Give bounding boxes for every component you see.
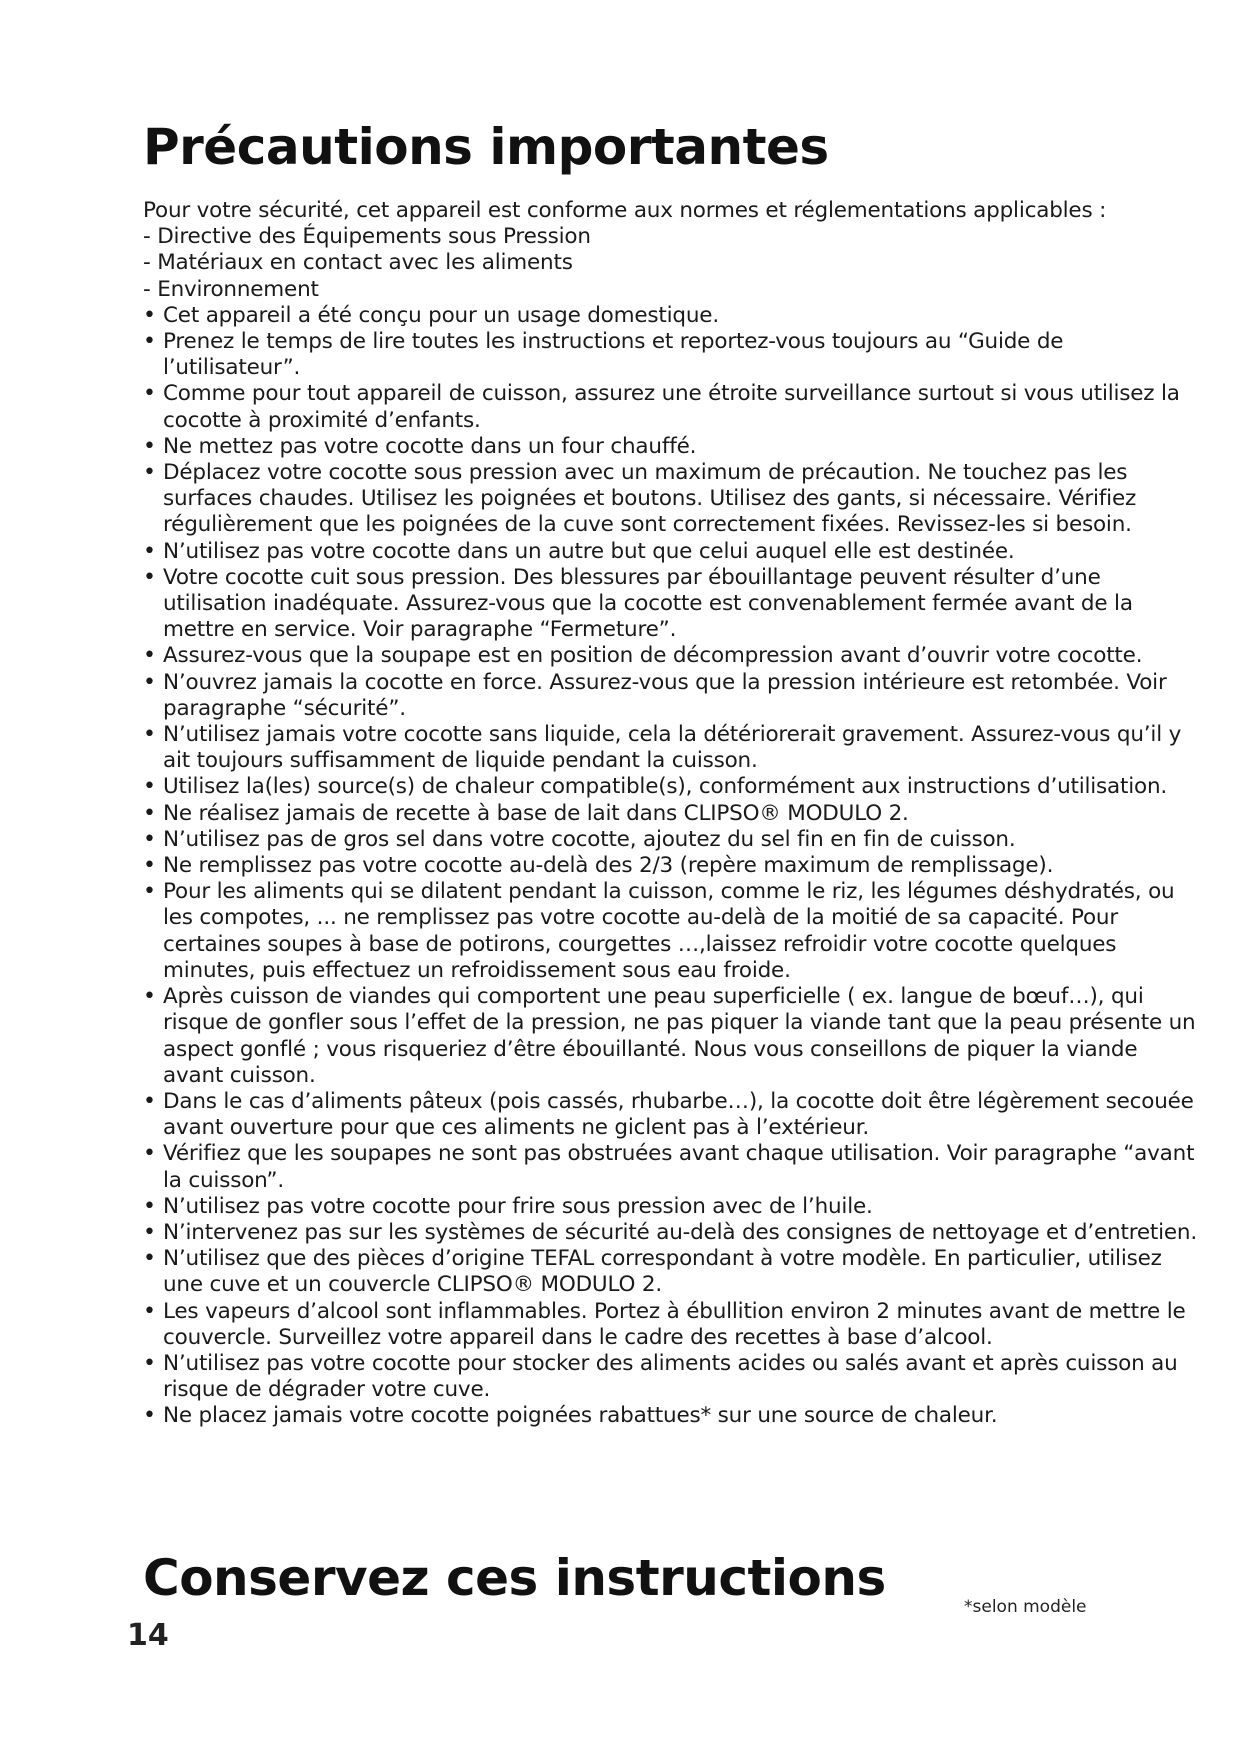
precaution-item: • Pour les aliments qui se dilatent pendant la cuisson, comme le riz, les légumes déshydratés, ou les compotes, ... ne remplissez pas votre cocotte au-delà de la moitié de sa capacité. Pour certaines soupes à base de potirons, courgettes …,laissez refroidir votre cocotte quelques minutes, puis effectuez un refroidissement sous eau froide. xyxy=(143,879,1203,984)
precaution-item: • Ne réalisez jamais de recette à base de lait dans CLIPSO® MODULO 2. xyxy=(143,801,1203,827)
page-title: Précautions importantes xyxy=(143,118,829,176)
footer-title: Conservez ces instructions xyxy=(143,1549,886,1607)
precaution-item: • Votre cocotte cuit sous pression. Des blessures par ébouillantage peuvent résulter d’une utilisation inadéquate. Assurez-vous que la cocotte est convenablement fermée avant de la mettre en service. Voir paragraphe “Fermeture”. xyxy=(143,565,1203,644)
precaution-item: • Prenez le temps de lire toutes les instructions et reportez-vous toujours au “Guide de l’utilisateur”. xyxy=(143,329,1203,381)
regulation-item: - Environnement xyxy=(143,276,319,302)
precaution-item: • Ne mettez pas votre cocotte dans un four chauffé. xyxy=(143,434,1203,460)
regulations-list xyxy=(143,224,1203,303)
precaution-item: • Ne remplissez pas votre cocotte au-delà des 2/3 (repère maximum de remplissage). xyxy=(143,853,1203,879)
precaution-item: • N’utilisez que des pièces d’origine TEFAL correspondant à votre modèle. En particulier, utilisez une cuve et un couvercle CLIPSO® MODULO 2. xyxy=(143,1246,1203,1298)
precaution-item: • Assurez-vous que la soupape est en position de décompression avant d’ouvrir votre cocotte. xyxy=(143,643,1203,669)
page-number: 14 xyxy=(127,1618,169,1653)
precaution-item: • N’utilisez pas de gros sel dans votre cocotte, ajoutez du sel fin en fin de cuisson. xyxy=(143,827,1203,853)
precaution-item: • Ne placez jamais votre cocotte poignées rabattues* sur une source de chaleur. xyxy=(143,1403,1203,1429)
precaution-item: • Cet appareil a été conçu pour un usage domestique. xyxy=(143,303,1203,329)
precaution-item: • N’utilisez pas votre cocotte dans un autre but que celui auquel elle est destinée. xyxy=(143,539,1203,565)
precaution-item: • N’utilisez pas votre cocotte pour frire sous pression avec de l’huile. xyxy=(143,1194,1203,1220)
intro-text: Pour votre sécurité, cet appareil est conforme aux normes et réglementations applicables : xyxy=(143,198,1107,223)
precautions-list xyxy=(143,303,1203,1430)
precaution-item: • N’utilisez jamais votre cocotte sans liquide, cela la détériorerait gravement. Assurez-vous qu’il y ait toujours suffisamment de liquide pendant la cuisson. xyxy=(143,722,1203,774)
precaution-item: • N’ouvrez jamais la cocotte en force. Assurez-vous que la pression intérieure est retombée. Voir paragraphe “sécurité”. xyxy=(143,670,1203,722)
precaution-item: • Les vapeurs d’alcool sont inflammables. Portez à ébullition environ 2 minutes avant de mettre le couvercle. Surveillez votre appareil dans le cadre des recettes à base d’alcool. xyxy=(143,1299,1203,1351)
precaution-item: • N’intervenez pas sur les systèmes de sécurité au-delà des consignes de nettoyage et d’entretien. xyxy=(143,1220,1203,1246)
precaution-item: • Utilisez la(les) source(s) de chaleur compatible(s), conformément aux instructions d’utilisation. xyxy=(143,774,1203,800)
regulation-item: - Directive des Équipements sous Pression xyxy=(143,224,591,250)
regulation-item: - Matériaux en contact avec les aliments xyxy=(143,250,573,276)
precaution-item: • Comme pour tout appareil de cuisson, assurez une étroite surveillance surtout si vous utilisez la cocotte à proximité d’enfants. xyxy=(143,381,1203,433)
precautions-body xyxy=(143,198,1203,1430)
precaution-item: • Déplacez votre cocotte sous pression avec un maximum de précaution. Ne touchez pas les surfaces chaudes. Utilisez les poignées et boutons. Utilisez des gants, si nécessaire. Vérifiez régulièrement que les poignées de la cuve sont correctement fixées. Revissez-les si besoin. xyxy=(143,460,1203,539)
precaution-item: • Dans le cas d’aliments pâteux (pois cassés, rhubarbe…), la cocotte doit être légèrement secouée avant ouverture pour que ces aliments ne giclent pas à l’extérieur. xyxy=(143,1089,1203,1141)
footnote: *selon modèle xyxy=(964,1597,1087,1617)
precaution-item: • Après cuisson de viandes qui comportent une peau superficielle ( ex. langue de bœuf…), qui risque de gonfler sous l’effet de la pression, ne pas piquer la viande tant que la peau présente un aspect gonflé ; vous risqueriez d’être ébouillanté. Nous vous conseillons de piquer la viande avant cuisson. xyxy=(143,984,1203,1089)
precaution-item: • Vérifiez que les soupapes ne sont pas obstruées avant chaque utilisation. Voir paragraphe “avant la cuisson”. xyxy=(143,1141,1203,1193)
precaution-item: • N’utilisez pas votre cocotte pour stocker des aliments acides ou salés avant et après cuisson au risque de dégrader votre cuve. xyxy=(143,1351,1203,1403)
